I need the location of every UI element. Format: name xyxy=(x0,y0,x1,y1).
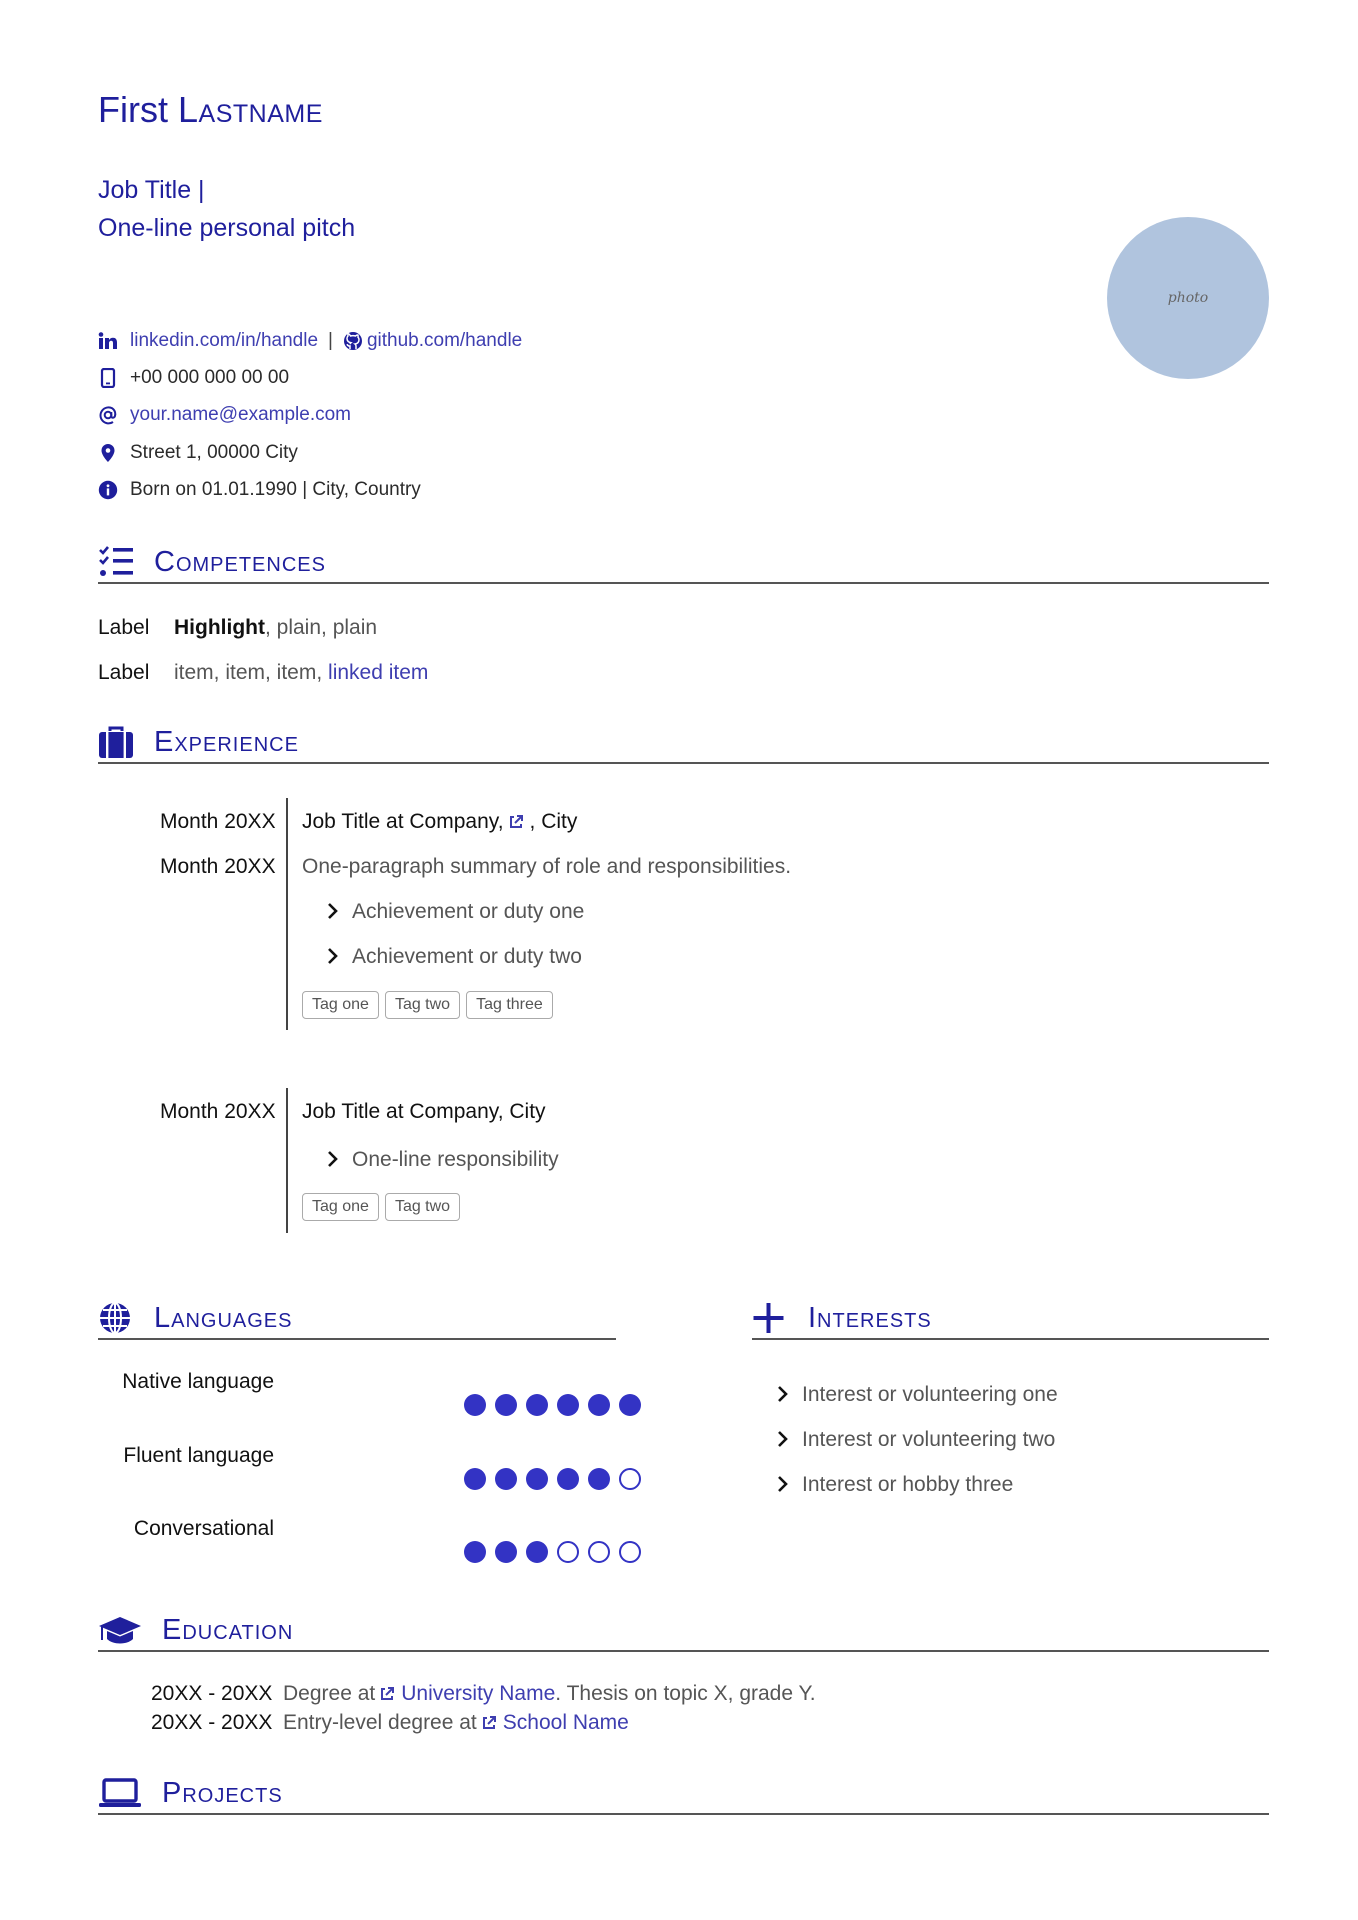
rating-dot-filled xyxy=(495,1468,517,1490)
photo-label: photo xyxy=(1167,290,1209,306)
interest-item xyxy=(776,1426,1055,1454)
education-degree: Entry-level degree at xyxy=(283,1711,477,1734)
competence-items: item, item, item, xyxy=(174,661,329,684)
born-info: Born on 01.01.1990 | City, Country xyxy=(130,479,421,500)
rating-dot-filled xyxy=(619,1394,641,1416)
last-name: Lastname xyxy=(178,89,323,130)
contact-social-row xyxy=(98,329,522,353)
job-heading xyxy=(302,808,577,836)
education-item xyxy=(151,1709,629,1737)
rating-dot-filled xyxy=(526,1394,548,1416)
job-city: , City xyxy=(529,810,578,833)
rating-dot-filled xyxy=(464,1394,486,1416)
competence-row xyxy=(98,659,428,687)
checklist-icon xyxy=(98,545,134,579)
contact-separator: | xyxy=(328,330,333,351)
job-summary: One-paragraph summary of role and responsibilities. xyxy=(302,855,792,878)
job-bullet xyxy=(326,898,584,926)
competence-highlight: Highlight xyxy=(174,616,265,639)
laptop-icon xyxy=(98,1776,142,1810)
chevron-right-icon xyxy=(776,1431,790,1447)
job-bullet xyxy=(326,943,582,971)
briefcase-icon xyxy=(98,725,134,759)
rating-dot-empty xyxy=(557,1541,579,1563)
language-name: Fluent language xyxy=(123,1444,274,1467)
interest-text: Interest or hobby three xyxy=(802,1473,1014,1496)
job-title: Job Title at Company, xyxy=(302,810,504,833)
competence-label: Label xyxy=(98,616,150,639)
interests-header xyxy=(752,1301,932,1335)
job-bullet-text: Achievement or duty two xyxy=(352,945,582,968)
external-link-icon[interactable] xyxy=(508,810,524,826)
chevron-right-icon xyxy=(776,1386,790,1402)
education-header xyxy=(98,1613,293,1647)
interest-item xyxy=(776,1381,1058,1409)
tag: Tag two xyxy=(385,991,460,1019)
email-link[interactable]: your.name@example.com xyxy=(130,404,351,425)
timeline-line xyxy=(286,1088,288,1233)
education-item xyxy=(151,1680,816,1708)
globe-icon xyxy=(98,1301,134,1335)
education-school-link[interactable]: School Name xyxy=(502,1711,629,1734)
education-degree: Degree at xyxy=(283,1682,376,1705)
language-rating xyxy=(464,1541,650,1563)
job-start-date: Month 20XX xyxy=(160,810,276,833)
personal-pitch: One-line personal pitch xyxy=(98,214,356,242)
rating-dot-filled xyxy=(464,1541,486,1563)
rating-dot-filled xyxy=(526,1468,548,1490)
job-bullet xyxy=(326,1146,559,1174)
competence-row xyxy=(98,614,377,642)
rating-dot-filled xyxy=(464,1468,486,1490)
language-rating xyxy=(464,1468,650,1490)
interest-text: Interest or volunteering one xyxy=(802,1383,1058,1406)
rating-dot-filled xyxy=(588,1468,610,1490)
education-rule xyxy=(98,1650,1269,1652)
external-link-icon[interactable] xyxy=(379,1682,395,1698)
competences-title: Competences xyxy=(154,546,326,578)
job-start-date: Month 20XX xyxy=(160,1100,276,1123)
interests-title: Interests xyxy=(808,1302,932,1334)
graduation-cap-icon xyxy=(98,1613,142,1647)
languages-rule xyxy=(98,1338,616,1340)
job-tags xyxy=(302,991,559,1019)
rating-dot-filled xyxy=(557,1394,579,1416)
contact-address-row xyxy=(98,441,298,465)
education-details: . Thesis on topic X, grade Y. xyxy=(555,1682,816,1705)
tag: Tag one xyxy=(302,1193,379,1221)
job-tags xyxy=(302,1193,466,1221)
competences-rule xyxy=(98,582,1269,584)
rating-dot-empty xyxy=(619,1468,641,1490)
linkedin-icon xyxy=(98,331,118,351)
rating-dot-filled xyxy=(588,1394,610,1416)
language-name: Native language xyxy=(122,1370,274,1393)
education-years: 20XX - 20XX xyxy=(151,1711,273,1734)
competence-label: Label xyxy=(98,661,150,684)
chevron-right-icon xyxy=(776,1476,790,1492)
name-heading xyxy=(98,88,323,132)
linkedin-link[interactable]: linkedin.com/in/handle xyxy=(130,330,319,351)
job-title: Job Title | xyxy=(98,176,205,204)
first-name: First xyxy=(98,89,168,130)
photo xyxy=(1107,217,1269,379)
experience-title: Experience xyxy=(154,726,299,758)
rating-dot-filled xyxy=(495,1541,517,1563)
language-rating xyxy=(464,1394,650,1416)
tag: Tag two xyxy=(385,1193,460,1221)
job-title: Job Title at Company, City xyxy=(302,1100,546,1123)
education-school-link[interactable]: University Name xyxy=(401,1682,556,1705)
rating-dot-filled xyxy=(526,1541,548,1563)
info-icon xyxy=(98,480,118,500)
competences-header xyxy=(98,545,326,579)
mobile-phone-icon xyxy=(98,368,118,388)
experience-header xyxy=(98,725,299,759)
contact-phone-row xyxy=(98,366,289,390)
phone-number: +00 000 000 00 00 xyxy=(130,367,290,388)
interest-item xyxy=(776,1471,1013,1499)
education-title: Education xyxy=(162,1614,294,1646)
external-link-icon[interactable] xyxy=(481,1711,497,1727)
timeline-line xyxy=(286,798,288,1030)
job-bullet-text: One-line responsibility xyxy=(352,1148,559,1171)
projects-title: Projects xyxy=(162,1777,283,1809)
languages-header xyxy=(98,1301,293,1335)
contact-born-row xyxy=(98,478,421,502)
interests-rule xyxy=(752,1338,1269,1340)
contact-email-row xyxy=(98,403,351,427)
chevron-right-icon xyxy=(326,903,340,919)
projects-rule xyxy=(98,1813,1269,1815)
job-end-date: Month 20XX xyxy=(160,855,276,878)
github-link[interactable]: github.com/handle xyxy=(366,330,523,351)
rating-dot-empty xyxy=(588,1541,610,1563)
job-bullet-text: Achievement or duty one xyxy=(352,900,585,923)
interest-text: Interest or volunteering two xyxy=(802,1428,1056,1451)
github-icon xyxy=(343,331,363,351)
rating-dot-filled xyxy=(495,1394,517,1416)
language-name: Conversational xyxy=(133,1517,274,1540)
languages-title: Languages xyxy=(154,1302,293,1334)
chevron-right-icon xyxy=(326,1151,340,1167)
plus-icon xyxy=(752,1301,788,1335)
competence-items: , plain, plain xyxy=(264,616,378,639)
projects-header xyxy=(98,1776,283,1810)
experience-rule xyxy=(98,762,1269,764)
address: Street 1, 00000 City xyxy=(130,442,298,463)
competence-link[interactable]: linked item xyxy=(328,661,429,684)
tag: Tag one xyxy=(302,991,379,1019)
chevron-right-icon xyxy=(326,948,340,964)
rating-dot-empty xyxy=(619,1541,641,1563)
tag: Tag three xyxy=(466,991,553,1019)
at-sign-icon xyxy=(98,405,118,425)
map-pin-icon xyxy=(98,443,118,463)
education-years: 20XX - 20XX xyxy=(151,1682,273,1705)
rating-dot-filled xyxy=(557,1468,579,1490)
